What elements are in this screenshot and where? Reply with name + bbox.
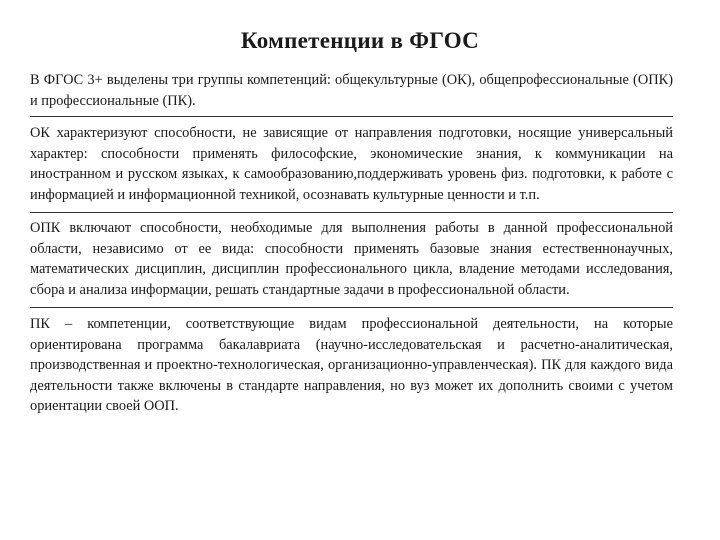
divider — [30, 307, 673, 308]
paragraph-pk: ПК – компетенции, соответствующие видам профессиональной деятельности, на которые ориентирована программа бакалавриата (научно-исследовательская и расчетно-аналитическая, производственная и проектно-технологическая, организационно-управленческая). ПК для каждого вида деятельности также включены в стандарте направления, но вуз может их дополнить своими с учетом ориентации своей ООП. — [30, 316, 673, 414]
slide-title: Компетенции в ФГОС — [240, 28, 480, 53]
paragraph-opk: ОПК включают способности, необходимые для выполнения работы в данной профессиональной области, независимо от ее вида: способности применять базовые знания естественнонаучных, математических дисциплин, дисциплин профессионального цикла, владение методами исследования, сбора и анализа информации, решать стандартные задачи в профессиональной области. — [30, 220, 673, 298]
slide-body — [30, 70, 673, 417]
divider — [30, 116, 673, 117]
divider — [30, 212, 673, 213]
paragraph-competency-groups: В ФГОС 3+ выделены три группы компетенций: общекультурные (ОК), общепрофессиональные (ОПК) и профессиональные (ПК). — [30, 72, 673, 109]
paragraph-ok: ОК характеризуют способности, не зависящие от направления подготовки, носящие универсальный характер: способности применять философские, экономические знания, к коммуникации на иностранном и русском языках, к самообразованию,поддерживать уровень физ. подготовки, к работе с информацией и информационной техникой, осознавать культурные ценности и т.п. — [30, 125, 673, 203]
